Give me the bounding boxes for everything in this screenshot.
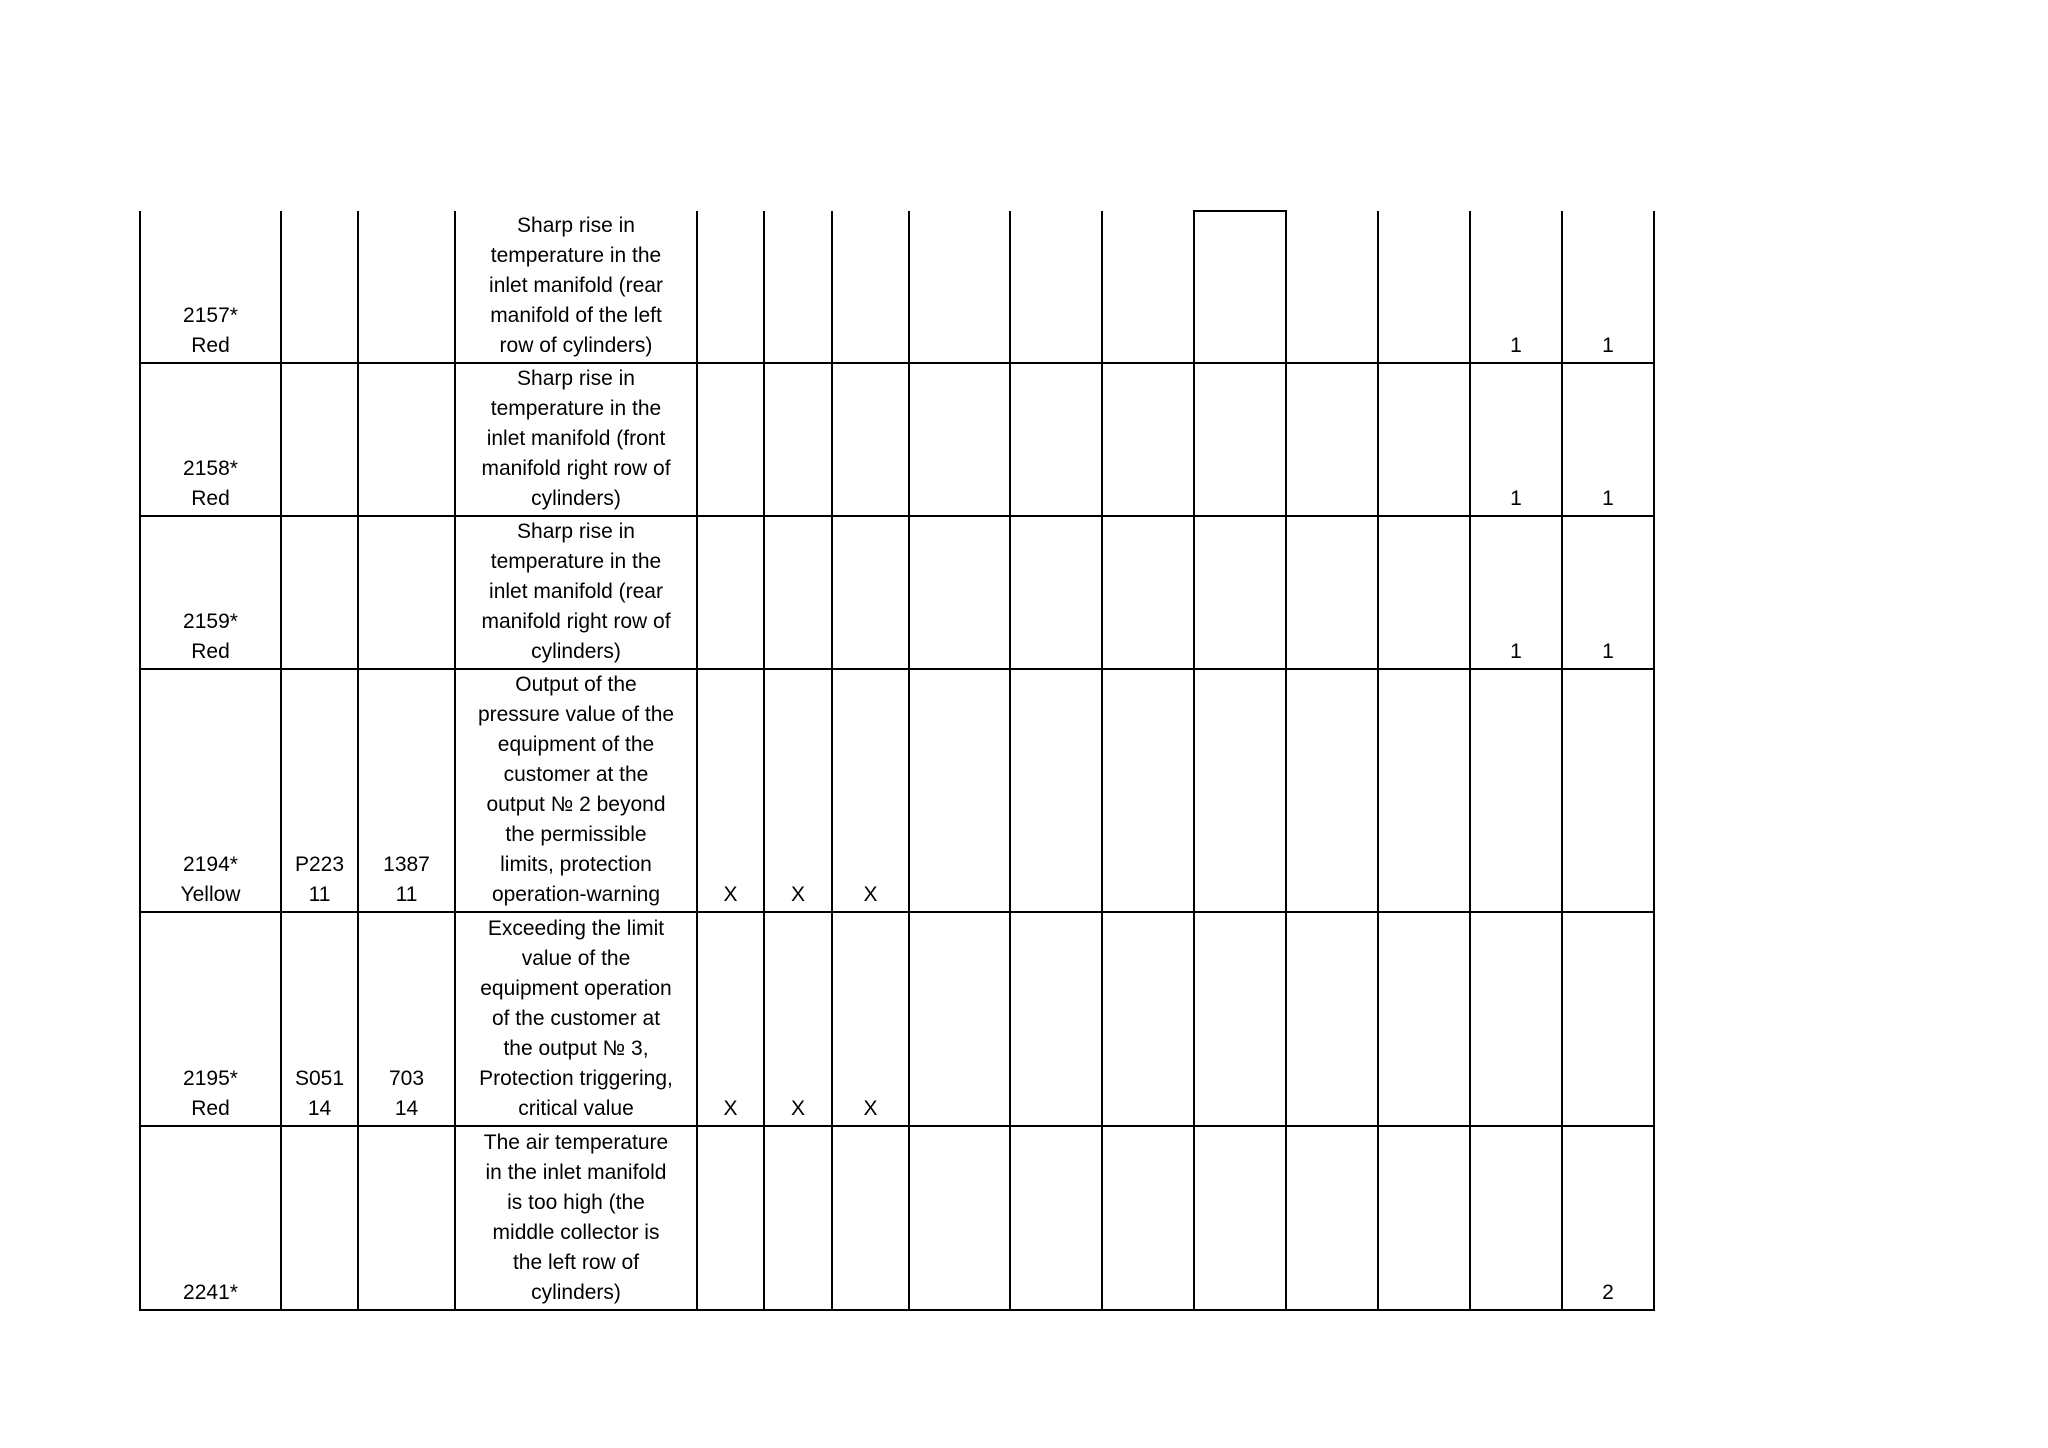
empty-cell <box>1378 363 1470 516</box>
mark-cell-1 <box>697 516 764 669</box>
mark-cell-1 <box>697 1126 764 1310</box>
fault-code-cell: 2159* Red <box>140 516 281 669</box>
count-cell-14: 1 <box>1470 363 1562 516</box>
spn-code-cell <box>358 211 455 363</box>
p-code-cell <box>281 211 358 363</box>
empty-cell <box>1010 516 1102 669</box>
mark-cell-1: X <box>697 669 764 912</box>
table-row <box>140 1126 1654 1310</box>
empty-cell <box>909 1126 1010 1310</box>
table-row <box>140 912 1654 1126</box>
empty-cell <box>1286 669 1378 912</box>
mark-cell-2 <box>764 1126 832 1310</box>
empty-cell <box>1102 211 1194 363</box>
p-code-cell <box>281 516 358 669</box>
count-cell-15: 1 <box>1562 516 1654 669</box>
empty-cell <box>1286 1126 1378 1310</box>
empty-cell <box>1010 1126 1102 1310</box>
description-cell: The air temperature in the inlet manifold is too high (the middle collector is the left row of cylinders) <box>455 1126 697 1310</box>
spn-code-cell <box>358 516 455 669</box>
table-row <box>140 669 1654 912</box>
count-cell-15: 2 <box>1562 1126 1654 1310</box>
spn-code-cell <box>358 363 455 516</box>
empty-cell <box>1102 669 1194 912</box>
fault-code-cell: 2195* Red <box>140 912 281 1126</box>
count-cell-15 <box>1562 669 1654 912</box>
mark-cell-2 <box>764 363 832 516</box>
p-code-cell <box>281 1126 358 1310</box>
mark-cell-2 <box>764 516 832 669</box>
empty-cell <box>1378 669 1470 912</box>
mark-cell-2: X <box>764 912 832 1126</box>
p-code-cell: P223 11 <box>281 669 358 912</box>
empty-cell <box>1378 912 1470 1126</box>
empty-cell <box>909 516 1010 669</box>
mark-cell-1: X <box>697 912 764 1126</box>
p-code-cell: S051 14 <box>281 912 358 1126</box>
empty-cell <box>1378 516 1470 669</box>
mark-cell-3 <box>832 363 909 516</box>
mark-cell-3: X <box>832 669 909 912</box>
empty-cell <box>1194 669 1286 912</box>
empty-cell <box>1194 912 1286 1126</box>
empty-cell <box>1010 669 1102 912</box>
fault-code-cell: 2241* <box>140 1126 281 1310</box>
empty-cell <box>1194 363 1286 516</box>
empty-cell <box>1102 516 1194 669</box>
empty-cell <box>1286 363 1378 516</box>
description-cell: Sharp rise in temperature in the inlet manifold (front manifold right row of cylinders) <box>455 363 697 516</box>
empty-cell <box>909 363 1010 516</box>
fault-code-cell: 2157* Red <box>140 211 281 363</box>
empty-cell <box>909 211 1010 363</box>
empty-cell <box>1010 363 1102 516</box>
mark-cell-3: X <box>832 912 909 1126</box>
empty-cell <box>1194 516 1286 669</box>
empty-cell <box>1194 211 1286 363</box>
empty-cell <box>1102 1126 1194 1310</box>
description-cell: Sharp rise in temperature in the inlet manifold (rear manifold of the left row of cylinders) <box>455 211 697 363</box>
empty-cell <box>1286 516 1378 669</box>
fault-code-table <box>139 210 1655 1311</box>
spn-code-cell: 703 14 <box>358 912 455 1126</box>
description-cell: Exceeding the limit value of the equipment operation of the customer at the output № 3, Protection triggering, critical value <box>455 912 697 1126</box>
count-cell-14: 1 <box>1470 516 1562 669</box>
fault-code-cell: 2194* Yellow <box>140 669 281 912</box>
count-cell-14 <box>1470 1126 1562 1310</box>
empty-cell <box>1286 211 1378 363</box>
empty-cell <box>1010 211 1102 363</box>
empty-cell <box>1102 912 1194 1126</box>
count-cell-15 <box>1562 912 1654 1126</box>
mark-cell-3 <box>832 516 909 669</box>
count-cell-15: 1 <box>1562 211 1654 363</box>
empty-cell <box>1378 211 1470 363</box>
empty-cell <box>1378 1126 1470 1310</box>
mark-cell-2 <box>764 211 832 363</box>
spn-code-cell <box>358 1126 455 1310</box>
empty-cell <box>1102 363 1194 516</box>
count-cell-14: 1 <box>1470 211 1562 363</box>
table-row <box>140 211 1654 363</box>
empty-cell <box>909 669 1010 912</box>
description-cell: Output of the pressure value of the equipment of the customer at the output № 2 beyond the permissible limits, protection operation-warning <box>455 669 697 912</box>
mark-cell-1 <box>697 211 764 363</box>
empty-cell <box>1010 912 1102 1126</box>
empty-cell <box>909 912 1010 1126</box>
p-code-cell <box>281 363 358 516</box>
count-cell-14 <box>1470 669 1562 912</box>
table-row <box>140 363 1654 516</box>
count-cell-14 <box>1470 912 1562 1126</box>
mark-cell-2: X <box>764 669 832 912</box>
spn-code-cell: 1387 11 <box>358 669 455 912</box>
mark-cell-3 <box>832 211 909 363</box>
mark-cell-1 <box>697 363 764 516</box>
description-cell: Sharp rise in temperature in the inlet manifold (rear manifold right row of cylinders) <box>455 516 697 669</box>
fault-code-cell: 2158* Red <box>140 363 281 516</box>
mark-cell-3 <box>832 1126 909 1310</box>
empty-cell <box>1194 1126 1286 1310</box>
empty-cell <box>1286 912 1378 1126</box>
count-cell-15: 1 <box>1562 363 1654 516</box>
table-row <box>140 516 1654 669</box>
